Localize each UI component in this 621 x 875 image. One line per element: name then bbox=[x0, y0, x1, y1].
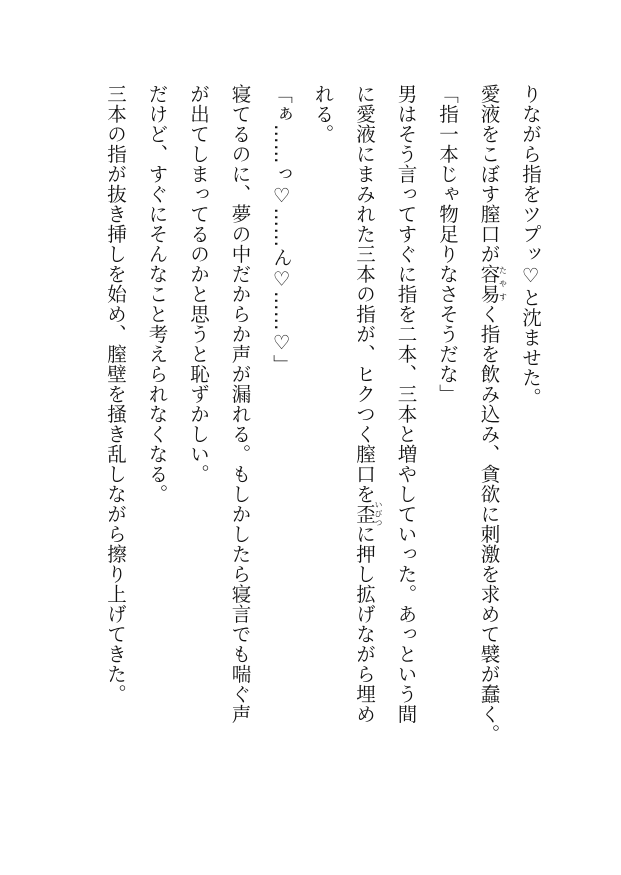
text-line-3: 「指一本じゃ物足りなさそうだな」 bbox=[436, 84, 459, 404]
text-line-4: 男はそう言ってすぐに指を二本、三本と増やしていった。あっという間 bbox=[394, 84, 418, 724]
ruby-base: 歪 bbox=[353, 500, 376, 528]
text-segment: 愛液をこぼす膣口が bbox=[477, 84, 501, 264]
ruby-reading: たやす bbox=[498, 264, 508, 304]
text-line-2 bbox=[468, 84, 510, 814]
text-line-11: 三本の指が抜き挿しを始め、膣壁を掻き乱しながら擦り上げてきた。 bbox=[104, 84, 127, 704]
vertical-text-body bbox=[95, 84, 552, 814]
text-line-9: が出てしまってるのかと思うと恥ずかしい。 bbox=[187, 84, 210, 484]
text-line-6: れる。 bbox=[311, 84, 335, 144]
ruby-annotation bbox=[477, 264, 508, 304]
text-segment: 貪欲に刺激を求めて襞が蠢く。 bbox=[477, 464, 501, 744]
text-segment: く指を飲み込み、 bbox=[477, 304, 501, 464]
text-line-5 bbox=[344, 84, 386, 814]
text-line-8: 寝てるのに、夢の中だからか声が漏れる。もしかしたら寝言でも喘ぐ声 bbox=[228, 84, 252, 724]
text-segment: に愛液にまみれた三本の指が、ヒクつく膣口を bbox=[353, 84, 376, 504]
text-line-10: だけど、すぐにそんなこと考えられなくなる。 bbox=[145, 84, 169, 504]
ruby-annotation bbox=[353, 500, 383, 528]
ruby-base: 容易 bbox=[477, 264, 501, 304]
text-line-1: りながら指をツプッ♡と沈ませた。 bbox=[519, 84, 542, 408]
text-segment: に押し拡げながら埋め bbox=[353, 524, 376, 724]
ruby-reading: いびつ bbox=[374, 500, 383, 528]
text-line-7: 「ぁ……っ♡……ん♡……♡」 bbox=[270, 84, 293, 375]
